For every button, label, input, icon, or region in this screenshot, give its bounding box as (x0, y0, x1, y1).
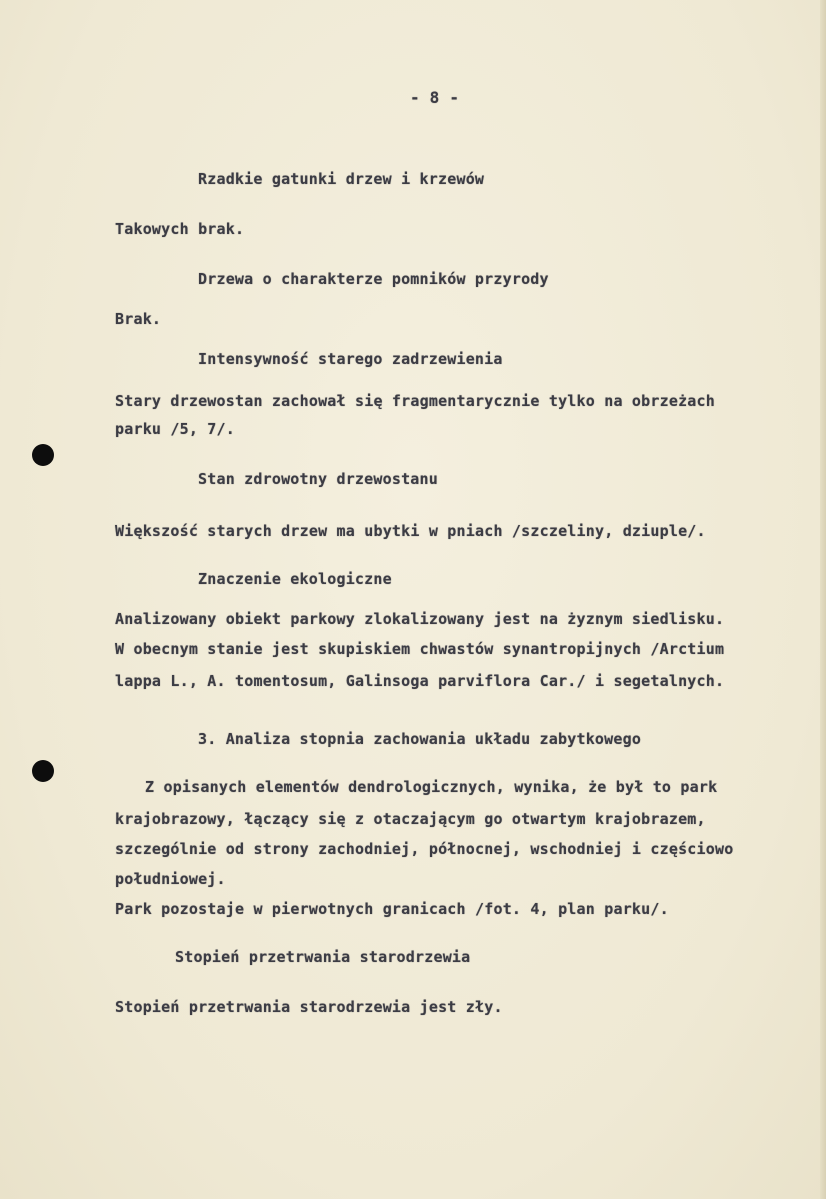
text-line: krajobrazowy, łączący się z otaczającym go otwartym krajobrazem, (115, 810, 706, 828)
heading-old-trees-survival: Stopień przetrwania starodrzewia (175, 948, 471, 966)
text-line: W obecnym stanie jest skupiskiem chwastów synantropijnych /Arctium (115, 640, 725, 658)
text-line: Większość starych drzew ma ubytki w pniach /szczeliny, dziuple/. (115, 522, 706, 540)
heading-health-state: Stan zdrowotny drzewostanu (198, 470, 438, 488)
punch-hole (32, 444, 54, 466)
punch-hole (32, 760, 54, 782)
heading-rare-species: Rzadkie gatunki drzew i krzewów (198, 170, 485, 188)
heading-section-3: 3. Analiza stopnia zachowania układu zabytkowego (198, 730, 642, 748)
heading-nature-monuments: Drzewa o charakterze pomników przyrody (198, 270, 549, 288)
text-line: Analizowany obiekt parkowy zlokalizowany jest na żyznym siedlisku. (115, 610, 725, 628)
text-line: Z opisanych elementów dendrologicznych, wynika, że był to park (145, 778, 718, 796)
text-line: Park pozostaje w pierwotnych granicach /fot. 4, plan parku/. (115, 900, 669, 918)
heading-ecological-significance: Znaczenie ekologiczne (198, 570, 392, 588)
page-edge (820, 0, 826, 1199)
heading-old-trees-intensity: Intensywność starego zadrzewienia (198, 350, 503, 368)
page-number: - 8 - (410, 88, 460, 107)
text-line: parku /5, 7/. (115, 420, 235, 438)
text-line: Stopień przetrwania starodrzewia jest zły. (115, 998, 503, 1016)
text-line: Takowych brak. (115, 220, 245, 238)
text-line: szczególnie od strony zachodniej, północnej, wschodniej i częściowo (115, 840, 734, 858)
text-line: lappa L., A. tomentosum, Galinsoga parviflora Car./ i segetalnych. (115, 672, 725, 690)
text-line: Stary drzewostan zachował się fragmentarycznie tylko na obrzeżach (115, 392, 715, 410)
text-line: Brak. (115, 310, 162, 328)
text-line: południowej. (115, 870, 226, 888)
